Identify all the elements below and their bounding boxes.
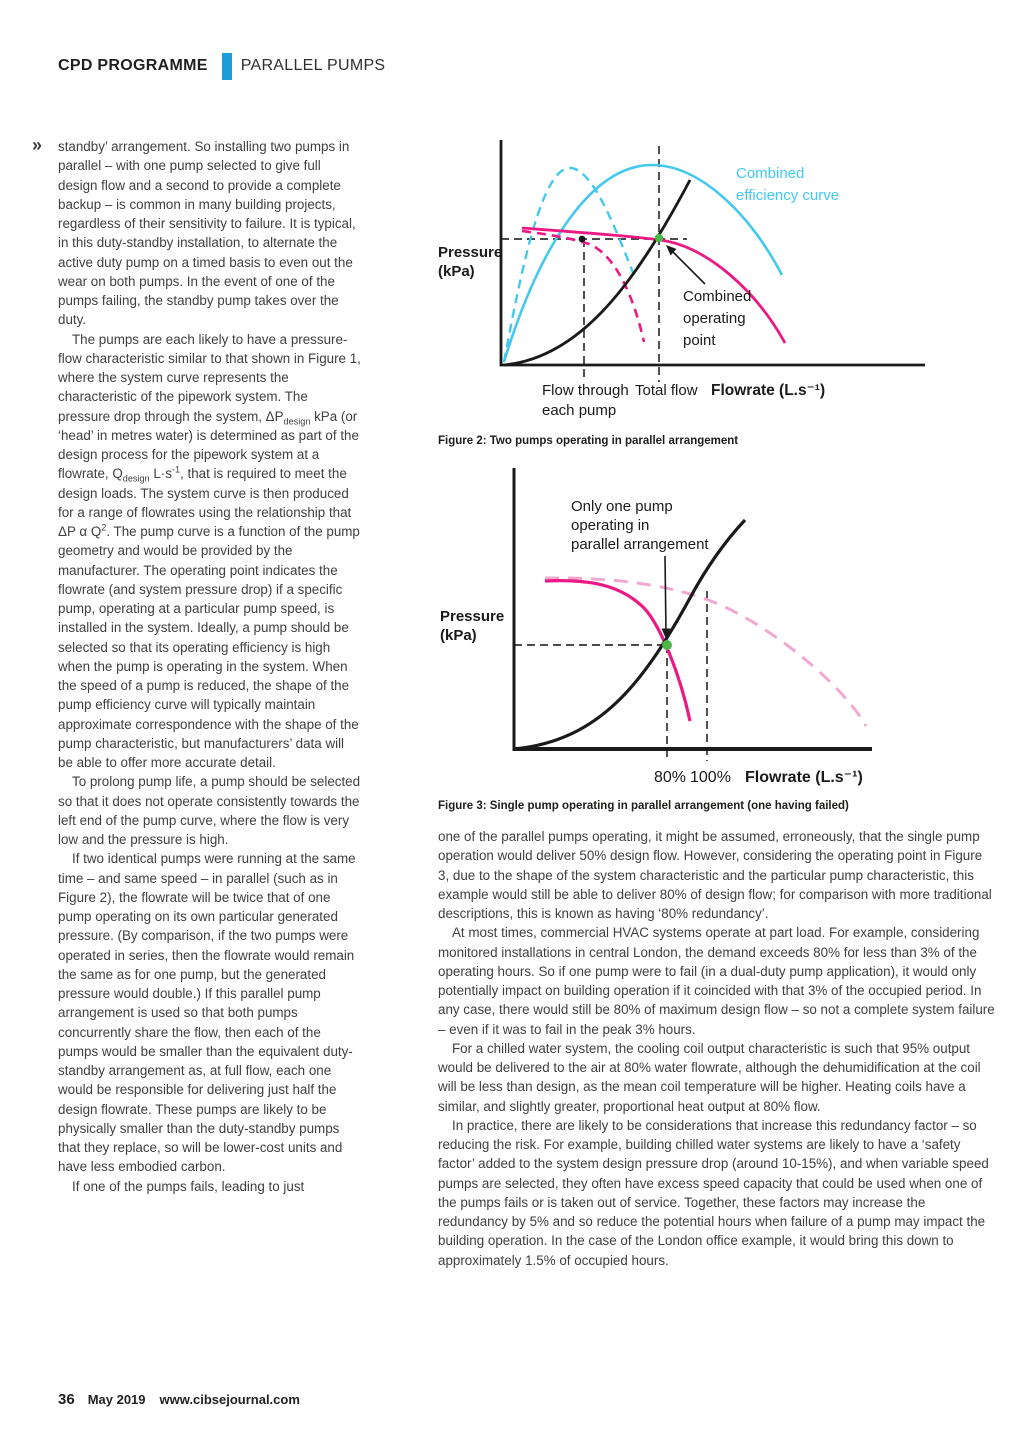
x-tick-flow-through: Flow through [542, 382, 629, 399]
figure-3-caption: Figure 3: Single pump operating in parallel arrangement (one having failed) [438, 800, 849, 812]
body-paragraph: standby’ arrangement. So installing two pumps in parallel – with one pump selected to give full design flow and a second to provide a complete backup – is common in many building projects, regardless of their sensitivity to failure. It is typical, in this duty-standby installation, to alternate the active duty pump on a timed basis to even out the wear on both pumps. In the event of one of the pumps failing, the standby pump takes over the duty. [58, 139, 356, 328]
issue-date: May 2019 [87, 1392, 146, 1407]
flow-through-each-pump-point [579, 236, 586, 243]
combined-operating-point-label: Combined [683, 288, 752, 305]
failed-combined-pump-curve [545, 578, 866, 726]
single-pump-efficiency-curve [504, 168, 635, 362]
x-tick-flow-through: each pump [542, 402, 617, 419]
body-paragraph: The pumps are each likely to have a pressure-flow characteristic similar to that shown in Figure 1, where the system curve represents the characteristic of the pipework system. The pressure drop through the system, $\Delta P_{design}$ kPa (or ‘head’ in metres water) is determined as part of the design process for the pipework system at a flowrate, $Q_{design}$ $L\cdot s^{-1}$, that is required to meet the design loads. The system curve is then produced for a range of flowrates using the relationship that ΔP α $Q^2$. The pump curve is a function of the pump geometry and would be provided by the manufacturer. The operating point indicates the flowrate (and system pressure drop) if a specific pump, operating at a particular pump speed, is installed in the system. Ideally, a pump should be selected so that its operating efficiency is high when the pump is operating in the system. When the speed of a pump is reduced, the shape of the pump efficiency curve will typically maintain approximate correspondence with the shape of the pump characteristic, but manufacturers’ data will be able to offer more accurate detail. [58, 331, 361, 770]
figure-3-chart [438, 468, 1004, 793]
body-paragraph: At most times, commercial HVAC systems operate at part load. For example, considering monitored installations in central London, the demand exceeds 80% for less than 3% of the operating hours. So if one pump were to fail (in a dual-duty pump application), it would only potentially impact on building operation if it coincided with that 3% of the occupied period. In any case, there would still be 80% of maximum design flow – so not a complete system failure – even if it was to fail in the peak 3% hours. [438, 925, 995, 1037]
combined-efficiency-label: efficiency curve [736, 187, 840, 204]
figure-2-chart [438, 138, 1004, 428]
x-axis-label: Flowrate (L.s⁻¹) [745, 769, 863, 786]
only-one-pump-label: operating in [571, 517, 650, 534]
figure-2-caption: Figure 2: Two pumps operating in parallel arrangement [438, 435, 739, 447]
header-divider-bar [222, 53, 232, 80]
journal-website: www.cibsejournal.com [159, 1392, 300, 1407]
body-paragraph: If one of the pumps fails, leading to just [72, 1178, 305, 1194]
only-one-pump-label: Only one pump [571, 498, 673, 515]
section-kicker: CPD PROGRAMME [58, 57, 208, 74]
body-paragraph: For a chilled water system, the cooling coil output characteristic is such that 95% output would be delivered to the air at 80% water flowrate, although the dehumidification at the coil will be less than design, as the mean coil temperature will be higher. Heating coils have a similar, and slightly greater, proportional heat output at 80% flow. [438, 1040, 981, 1114]
body-paragraph: If two identical pumps were running at the same time – and same speed – in parallel (such as in Figure 2), the flowrate will be twice that of one pump operating on its own particular generated pressure. (By comparison, if the two pumps were operated in series, then the flowrate would remain the same as for one pump, but the generated pressure would double.) If this parallel pump arrangement is used so that both pumps concurrently share the flow, then each of the pumps would be smaller than the equivalent duty-standby arrangement as, at full flow, each one would be responsible for delivering just half the design flowrate. These pumps are likely to be physically smaller than the duty-standby pumps that they replace, so will be lower-cost units and have less embodied carbon. [58, 851, 356, 1175]
system-curve [504, 180, 690, 365]
page-footer [58, 1391, 300, 1408]
combined-efficiency-label: Combined [736, 165, 805, 182]
left-column [58, 137, 361, 1196]
combined-operating-point-label: point [683, 332, 716, 349]
x-tick-80-percent: 80% [654, 769, 687, 786]
system-curve [514, 520, 745, 749]
x-axis-label: Flowrate (L.s⁻¹) [711, 382, 826, 399]
x-tick-100-percent: 100% [690, 769, 731, 786]
body-paragraph: To prolong pump life, a pump should be selected so that it does not operate consistently towards the left end of the pump curve, where the flow is very low and the pressure is high. [58, 774, 361, 847]
figure-2 [438, 138, 1004, 447]
y-axis-label: Pressure [440, 608, 505, 625]
article-topic: PARALLEL PUMPS [240, 57, 386, 74]
body-paragraph: In practice, there are likely to be considerations that increase this redundancy factor – so reducing the risk. For example, building chilled water systems are likely to have a ‘safety factor’ added to the system design pressure drop (around 10-15%), and when variable speed pumps are selected, they often have excess speed capacity that could be used when one of the pumps fails or is taken out of service. Together, these factors may increase the redundancy by 5% and so reduce the potential hours when failure of a pump may impact the building operation. In the case of the London office example, it would bring this down to approximately 1.5% of occupied hours. [438, 1117, 989, 1268]
combined-operating-point-marker [655, 234, 663, 242]
annotation-arrow-line [665, 556, 666, 634]
single-pump-pressure-curve [522, 231, 644, 342]
right-column [438, 827, 995, 1270]
y-axis-label-units: (kPa) [440, 627, 477, 644]
continuation-marker: » [32, 135, 43, 155]
only-one-pump-label: parallel arrangement [571, 536, 709, 553]
x-tick-total-flow: Total flow [635, 382, 698, 399]
single-pump-operating-point-marker [662, 640, 672, 650]
body-paragraph: one of the parallel pumps operating, it might be assumed, erroneously, that the single pump operation would deliver 50% design flow. However, considering the operating point in Figure 3, due to the shape of the system characteristic and the particular pump characteristic, this example would still be able to deliver 80% of design flow; for comparison with more traditional descriptions, this is known as having ‘80% redundancy’. [438, 829, 992, 921]
figure-3 [438, 468, 1004, 812]
page-header [58, 52, 385, 80]
combined-operating-point-label: operating [683, 310, 746, 327]
y-axis-label: Pressure [438, 244, 503, 261]
page-number: 36 [58, 1391, 75, 1408]
y-axis-label-units: (kPa) [438, 263, 475, 280]
